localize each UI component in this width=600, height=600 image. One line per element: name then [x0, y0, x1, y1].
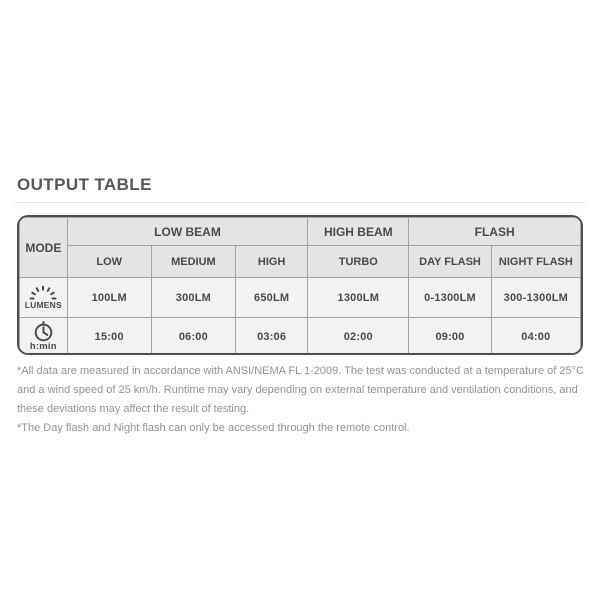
runtime-row-header-cell: [20, 318, 68, 356]
lumens-row-label: LUMENS: [24, 300, 62, 311]
column-header-night-flash: NIGHT FLASH: [491, 246, 580, 278]
footnotes: [17, 362, 585, 438]
lumens-value-high: 650LM: [235, 278, 307, 318]
output-table-grid: [19, 217, 581, 355]
group-header-high-beam: HIGH BEAM: [308, 218, 409, 246]
runtime-value-turbo: 02:00: [308, 318, 409, 356]
lumens-row-header-cell: [20, 278, 68, 318]
runtime-value-night-flash: 04:00: [491, 318, 580, 356]
runtime-icon-stack: [20, 321, 67, 352]
lumens-rays-icon: [29, 285, 57, 300]
lumens-value-low: 100LM: [67, 278, 151, 318]
title-divider: [15, 202, 585, 203]
footnote-test-conditions: *All data are measured in accordance with ANSI/NEMA FL 1-2009. The test was conducted at a temperature of 25°C and a wind speed of 25 km/h. Runtime may vary depending on external temperature and ventilation conditions, and these deviations may affect the result of testing.: [17, 365, 584, 415]
runtime-value-day-flash: 09:00: [409, 318, 491, 356]
page-title: OUTPUT TABLE: [17, 175, 152, 194]
lumens-value-medium: 300LM: [151, 278, 235, 318]
column-header-turbo: TURBO: [308, 246, 409, 278]
column-header-day-flash: DAY FLASH: [409, 246, 491, 278]
table-row-runtime: [20, 318, 581, 356]
lumens-value-turbo: 1300LM: [308, 278, 409, 318]
group-header-flash: FLASH: [409, 218, 581, 246]
runtime-value-medium: 06:00: [151, 318, 235, 356]
group-header-low-beam: LOW BEAM: [67, 218, 308, 246]
runtime-value-high: 03:06: [235, 318, 307, 356]
column-header-low: LOW: [67, 246, 151, 278]
lumens-value-night-flash: 300-1300LM: [491, 278, 580, 318]
column-header-high: HIGH: [235, 246, 307, 278]
footnote-remote-control: *The Day flash and Night flash can only be accessed through the remote control.: [17, 422, 410, 434]
table-row-lumens: [20, 278, 581, 318]
column-header-medium: MEDIUM: [151, 246, 235, 278]
runtime-value-low: 15:00: [67, 318, 151, 356]
table-row-groups: [20, 218, 581, 246]
lumens-value-day-flash: 0-1300LM: [409, 278, 491, 318]
clock-icon: [33, 321, 54, 342]
runtime-row-label: h:min: [29, 341, 57, 353]
mode-header-cell: MODE: [20, 218, 68, 278]
table-row-levels: [20, 246, 581, 278]
lumens-icon-stack: [20, 285, 67, 310]
output-table: [17, 215, 583, 355]
